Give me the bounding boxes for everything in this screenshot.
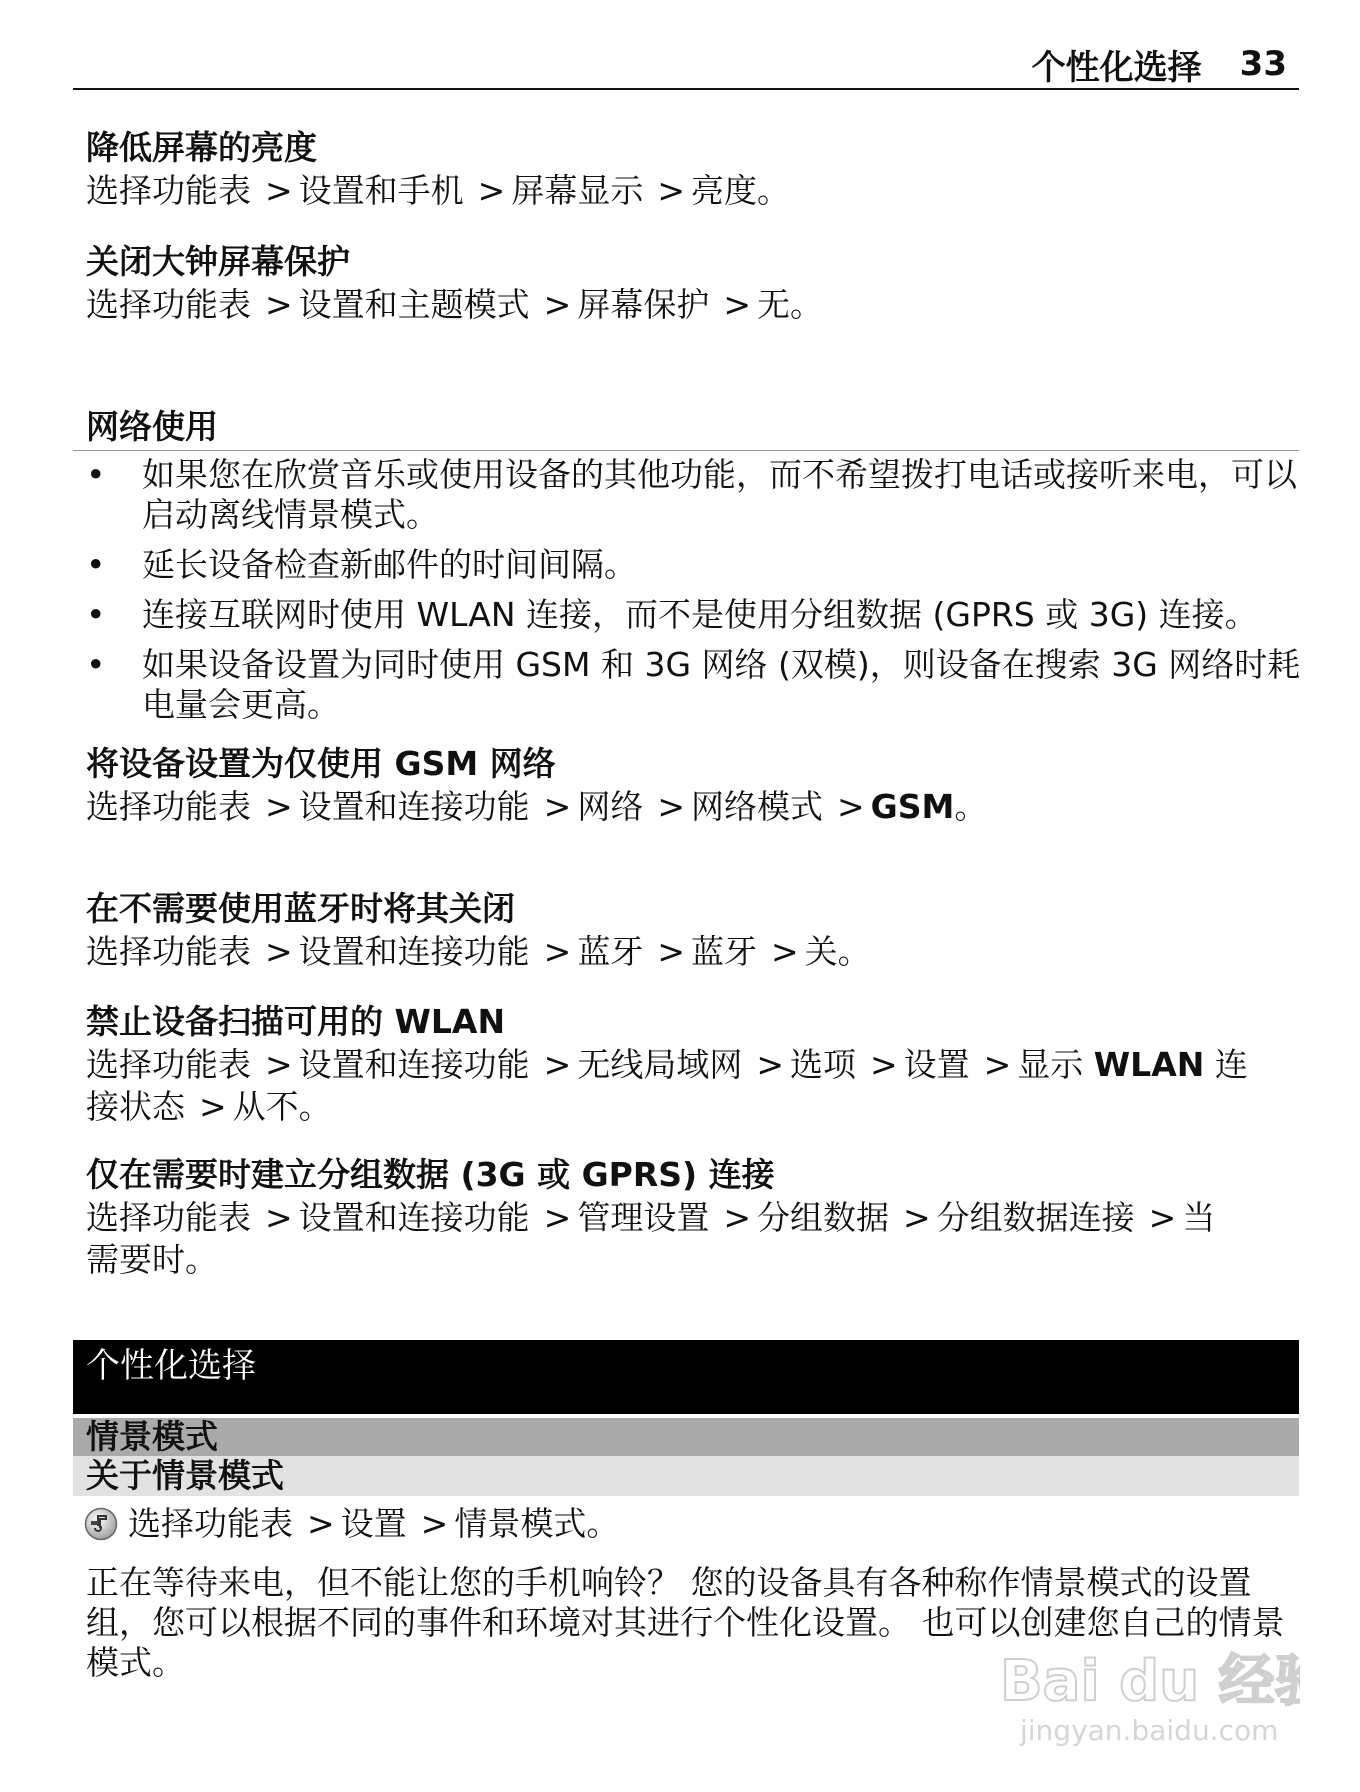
subsection-banner: 关于情景模式	[73, 1456, 1299, 1496]
menu-path-item: 设置	[340, 1504, 407, 1543]
menu-path-item: 设置和连接功能	[298, 932, 530, 971]
page-header	[73, 40, 1299, 90]
menu-path-item: 网络	[577, 787, 644, 826]
packet-data-path	[86, 1197, 1296, 1281]
menu-path-item: 关。	[804, 932, 871, 971]
baidu-jingyan-watermark	[980, 1632, 1300, 1752]
wlan-scan-path	[86, 1044, 1296, 1128]
network-tips-list	[86, 455, 1301, 735]
menu-path-item: 当	[1182, 1198, 1216, 1237]
path-separator: >	[265, 1198, 293, 1237]
menu-path-item: 接状态	[86, 1087, 185, 1126]
watermark-url: jingyan.baidu.com	[1020, 1714, 1279, 1747]
menu-path-item: 选择功能表	[128, 1504, 293, 1543]
path-separator: >	[265, 1045, 293, 1084]
menu-path-item: 屏幕显示	[511, 171, 644, 210]
path-separator: >	[902, 1198, 931, 1237]
bluetooth-path	[86, 931, 1296, 973]
menu-path-item: 情景模式。	[454, 1504, 620, 1543]
brightness-block	[86, 126, 1296, 212]
menu-path-item: 设置	[903, 1045, 970, 1084]
path-separator: >	[543, 787, 572, 826]
menu-path-item: 分组数据	[756, 1198, 889, 1237]
path-separator: >	[770, 932, 799, 971]
path-separator: >	[869, 1045, 898, 1084]
menu-path-item: 分组数据连接	[936, 1198, 1135, 1237]
path-separator: >	[265, 932, 293, 971]
path-separator: >	[543, 1198, 572, 1237]
list-item-text: 如果设备设置为同时使用 GSM 和 3G 网络 (双模)，则设备在搜索 3G 网络时耗电量会更高。	[142, 645, 1301, 724]
screensaver-block	[86, 240, 1296, 326]
list-item-text: 延长设备检查新邮件的时间间隔。	[142, 545, 637, 584]
menu-path-item: 选项	[789, 1045, 856, 1084]
gsm-only-block	[86, 742, 1296, 828]
path-separator: >	[307, 1504, 335, 1543]
path-separator: >	[477, 171, 506, 210]
chapter-banner: 个性化选择	[73, 1340, 1299, 1414]
menu-path-item: 设置和连接功能	[298, 1198, 530, 1237]
section-banner: 情景模式	[73, 1418, 1299, 1456]
list-item	[86, 545, 1301, 585]
path-separator: >	[199, 1087, 227, 1126]
path-separator: >	[265, 787, 293, 826]
list-item-text: 连接互联网时使用 WLAN 连接，而不是使用分组数据 (GPRS 或 3G) 连接。	[142, 595, 1258, 634]
path-separator: >	[657, 932, 685, 971]
menu-path-item: 选择功能表	[86, 1198, 251, 1237]
path-separator: >	[723, 1198, 751, 1237]
list-item	[86, 455, 1301, 535]
path-separator: >	[543, 1045, 572, 1084]
menu-path-item: GSM	[870, 787, 955, 826]
menu-path-item: 屏幕保护	[577, 285, 710, 324]
brightness-path	[86, 170, 1296, 212]
profiles-intro-paragraph: 正在等待来电，但不能让您的手机响铃？ 您的设备具有各种称作情景模式的设置组，您可以根据不同的事件和环境对其进行个性化设置。 也可以创建您自己的情景模式。	[86, 1563, 1285, 1682]
menu-path-item: 设置和手机	[298, 171, 464, 210]
menu-path-item: 无。	[756, 285, 823, 324]
menu-path-item: 设置和主题模式	[298, 285, 530, 324]
packet-data-heading: 仅在需要时建立分组数据 (3G 或 GPRS) 连接	[86, 1155, 775, 1194]
bullet-icon: •	[86, 455, 106, 494]
header-title: 个性化选择	[1031, 47, 1202, 88]
path-separator: >	[723, 285, 751, 324]
path-separator: >	[265, 285, 293, 324]
path-separator: >	[756, 1045, 784, 1084]
network-use-title: 网络使用	[86, 407, 218, 446]
menu-path-item-bold: WLAN	[1093, 1045, 1205, 1084]
wlan-scan-block	[86, 1000, 1296, 1128]
screensaver-path	[86, 284, 1296, 326]
bullet-icon: •	[86, 645, 106, 684]
bluetooth-heading: 在不需要使用蓝牙时将其关闭	[86, 889, 515, 928]
watermark-logo: Bai du 经验	[1000, 1649, 1300, 1714]
menu-path-item: 选择功能表	[86, 932, 251, 971]
path-separator: >	[543, 932, 572, 971]
menu-path-item: 选择功能表	[86, 787, 251, 826]
path-separator: >	[657, 787, 685, 826]
gsm-only-path	[86, 786, 1296, 828]
menu-path-item: 亮度。	[690, 171, 790, 210]
menu-path-item: 选择功能表	[86, 1045, 251, 1084]
menu-path-item: 设置和连接功能	[298, 787, 530, 826]
bullet-icon: •	[86, 545, 106, 584]
bluetooth-block	[86, 887, 1296, 973]
packet-data-block	[86, 1153, 1296, 1281]
path-separator: >	[1148, 1198, 1177, 1237]
brightness-heading: 降低屏幕的亮度	[86, 128, 317, 167]
path-separator: >	[543, 285, 572, 324]
bullet-icon: •	[86, 595, 106, 634]
path-separator: >	[420, 1504, 449, 1543]
menu-path-item: 选择功能表	[86, 171, 251, 210]
screensaver-heading: 关闭大钟屏幕保护	[86, 242, 350, 281]
path-separator: >	[836, 787, 865, 826]
path-separator: >	[983, 1045, 1012, 1084]
menu-path-item: 无线局域网	[577, 1045, 743, 1084]
path-separator: >	[657, 171, 685, 210]
list-item-text: 如果您在欣赏音乐或使用设备的其他功能，而不希望拨打电话或接听来电，可以启动离线情景模式。	[142, 455, 1297, 534]
menu-path-item: 需要时。	[86, 1240, 218, 1279]
page-number: 33	[1239, 44, 1287, 84]
list-item	[86, 595, 1301, 635]
menu-path-item: 显示	[1017, 1045, 1084, 1084]
section-divider	[73, 450, 1299, 451]
menu-path-item: 设置和连接功能	[298, 1045, 530, 1084]
menu-path-item: 连	[1214, 1045, 1248, 1084]
menu-path-item: 管理设置	[577, 1198, 710, 1237]
path-separator: >	[265, 171, 293, 210]
menu-path-item: 选择功能表	[86, 285, 251, 324]
menu-path-item: 网络模式	[690, 787, 823, 826]
list-item	[86, 645, 1301, 725]
wlan-scan-heading: 禁止设备扫描可用的 WLAN	[86, 1002, 506, 1041]
profiles-app-icon	[84, 1507, 118, 1541]
path-end: 。	[954, 787, 988, 826]
menu-path-item: 从不。	[232, 1087, 332, 1126]
menu-path-item: 蓝牙	[690, 932, 757, 971]
menu-path-item: 蓝牙	[577, 932, 644, 971]
gsm-only-heading: 将设备设置为仅使用 GSM 网络	[86, 744, 556, 783]
profiles-path	[84, 1502, 619, 1546]
